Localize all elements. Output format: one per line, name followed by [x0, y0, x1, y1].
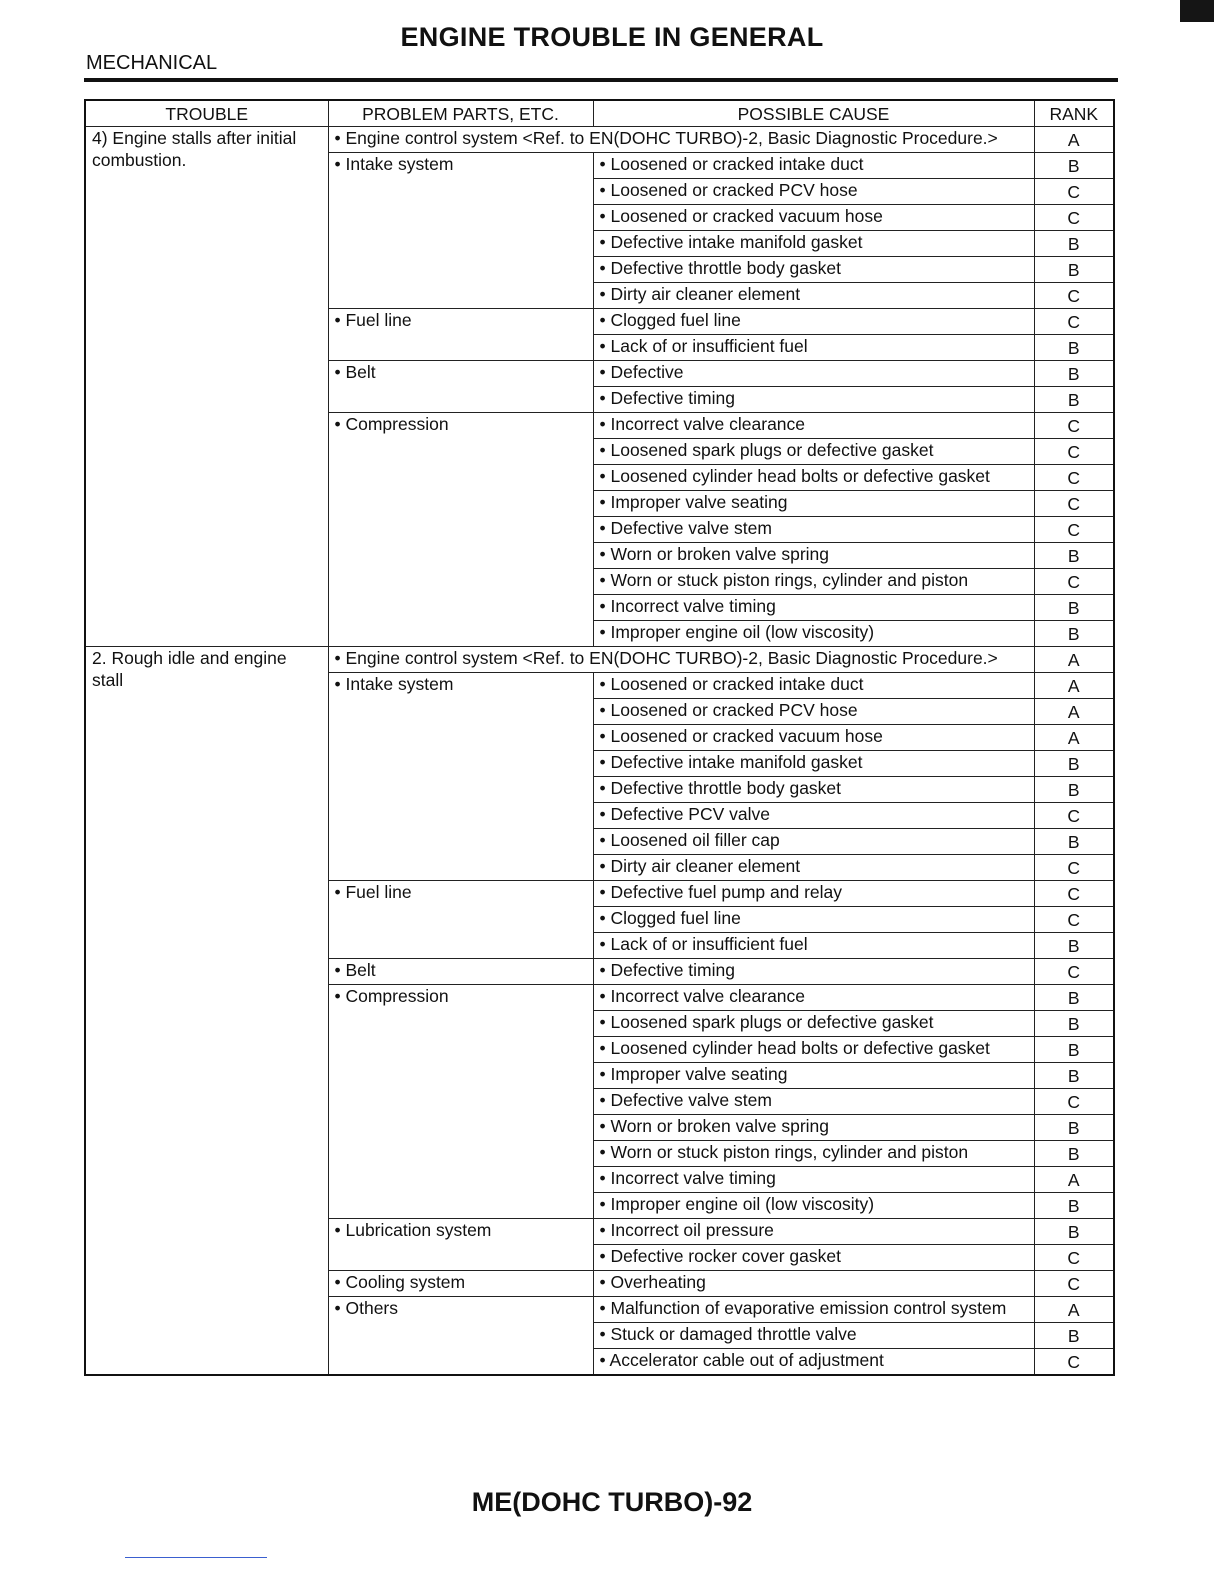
trouble-table	[84, 99, 1115, 1376]
table-row	[85, 127, 1114, 153]
page-number: ME(DOHC TURBO)-92	[471, 1487, 753, 1517]
rank-cell: C	[1034, 179, 1114, 205]
rank-cell: B	[1034, 1115, 1114, 1141]
rank-cell: B	[1034, 621, 1114, 647]
possible-cause-cell: • Lack of or insufficient fuel	[593, 335, 1034, 361]
rank-cell: B	[1034, 361, 1114, 387]
possible-cause-cell: • Loosened or cracked intake duct	[593, 153, 1034, 179]
column-header-possible-cause: POSSIBLE CAUSE	[593, 100, 1034, 127]
possible-cause-cell: • Defective fuel pump and relay	[593, 881, 1034, 907]
rank-cell: B	[1034, 985, 1114, 1011]
possible-cause-cell: • Loosened oil filler cap	[593, 829, 1034, 855]
possible-cause-cell: • Overheating	[593, 1271, 1034, 1297]
rank-cell: B	[1034, 231, 1114, 257]
rank-cell: C	[1034, 907, 1114, 933]
possible-cause-cell: • Improper valve seating	[593, 491, 1034, 517]
rank-cell: B	[1034, 595, 1114, 621]
problem-part-cell: • Fuel line	[328, 881, 593, 959]
rank-cell: A	[1034, 699, 1114, 725]
problem-part-cell: • Cooling system	[328, 1271, 593, 1297]
column-header-rank: RANK	[1034, 100, 1114, 127]
possible-cause-cell: • Loosened or cracked vacuum hose	[593, 725, 1034, 751]
possible-cause-cell: • Defective intake manifold gasket	[593, 751, 1034, 777]
rank-cell: A	[1034, 673, 1114, 699]
rank-cell: A	[1034, 1167, 1114, 1193]
possible-cause-cell: • Stuck or damaged throttle valve	[593, 1323, 1034, 1349]
rank-cell: C	[1034, 855, 1114, 881]
possible-cause-cell: • Defective	[593, 361, 1034, 387]
rank-cell: B	[1034, 153, 1114, 179]
rank-cell: C	[1034, 309, 1114, 335]
trouble-cell: 2. Rough idle and engine stall	[85, 647, 328, 1376]
page-title: ENGINE TROUBLE IN GENERAL	[400, 22, 824, 52]
possible-cause-cell: • Loosened or cracked intake duct	[593, 673, 1034, 699]
rank-cell: C	[1034, 1089, 1114, 1115]
rank-cell: B	[1034, 543, 1114, 569]
possible-cause-cell: • Dirty air cleaner element	[593, 855, 1034, 881]
corner-tab-mark	[1180, 0, 1214, 22]
possible-cause-cell: • Defective timing	[593, 959, 1034, 985]
rank-cell: B	[1034, 751, 1114, 777]
table-row	[85, 647, 1114, 673]
rank-cell: B	[1034, 1323, 1114, 1349]
possible-cause-cell: • Clogged fuel line	[593, 907, 1034, 933]
rank-cell: C	[1034, 491, 1114, 517]
rank-cell: B	[1034, 933, 1114, 959]
possible-cause-cell: • Clogged fuel line	[593, 309, 1034, 335]
possible-cause-cell: • Improper engine oil (low viscosity)	[593, 621, 1034, 647]
rank-cell: C	[1034, 413, 1114, 439]
possible-cause-cell: • Incorrect oil pressure	[593, 1219, 1034, 1245]
rank-cell: B	[1034, 1011, 1114, 1037]
problem-part-cell: • Compression	[328, 413, 593, 647]
rank-cell: C	[1034, 1271, 1114, 1297]
rank-cell: C	[1034, 439, 1114, 465]
possible-cause-cell: • Defective intake manifold gasket	[593, 231, 1034, 257]
problem-part-cell: • Fuel line	[328, 309, 593, 361]
header-rule	[84, 78, 1118, 82]
rank-cell: B	[1034, 257, 1114, 283]
possible-cause-cell: • Malfunction of evaporative emission control system	[593, 1297, 1034, 1323]
rank-cell: B	[1034, 1193, 1114, 1219]
possible-cause-cell: • Accelerator cable out of adjustment	[593, 1349, 1034, 1376]
possible-cause-cell: • Defective timing	[593, 387, 1034, 413]
footer-underline	[125, 1557, 267, 1558]
problem-part-cell: • Belt	[328, 959, 593, 985]
possible-cause-cell: • Incorrect valve timing	[593, 1167, 1034, 1193]
possible-cause-cell: • Incorrect valve timing	[593, 595, 1034, 621]
trouble-cell: 4) Engine stalls after initial combustion.	[85, 127, 328, 647]
rank-cell: A	[1034, 647, 1114, 673]
rank-cell: A	[1034, 725, 1114, 751]
table-body	[85, 127, 1114, 1376]
possible-cause-cell: • Loosened or cracked vacuum hose	[593, 205, 1034, 231]
possible-cause-cell: • Improper valve seating	[593, 1063, 1034, 1089]
rank-cell: C	[1034, 517, 1114, 543]
column-header-problem-parts: PROBLEM PARTS, ETC.	[328, 100, 593, 127]
rank-cell: B	[1034, 335, 1114, 361]
possible-cause-cell: • Improper engine oil (low viscosity)	[593, 1193, 1034, 1219]
rank-cell: C	[1034, 283, 1114, 309]
possible-cause-cell: • Incorrect valve clearance	[593, 413, 1034, 439]
possible-cause-cell: • Defective throttle body gasket	[593, 257, 1034, 283]
possible-cause-cell: • Loosened or cracked PCV hose	[593, 699, 1034, 725]
rank-cell: B	[1034, 1063, 1114, 1089]
rank-cell: C	[1034, 803, 1114, 829]
problem-part-cell: • Lubrication system	[328, 1219, 593, 1271]
problem-part-cell: • Intake system	[328, 153, 593, 309]
possible-cause-cell: • Incorrect valve clearance	[593, 985, 1034, 1011]
possible-cause-cell: • Worn or stuck piston rings, cylinder and piston	[593, 569, 1034, 595]
possible-cause-cell: • Defective rocker cover gasket	[593, 1245, 1034, 1271]
problem-part-cell: • Intake system	[328, 673, 593, 881]
column-header-trouble: TROUBLE	[85, 100, 328, 127]
possible-cause-cell: • Loosened or cracked PCV hose	[593, 179, 1034, 205]
rank-cell: B	[1034, 1141, 1114, 1167]
rank-cell: B	[1034, 387, 1114, 413]
possible-cause-cell: • Dirty air cleaner element	[593, 283, 1034, 309]
rank-cell: C	[1034, 465, 1114, 491]
section-label: MECHANICAL	[86, 52, 218, 74]
rank-cell: B	[1034, 1219, 1114, 1245]
rank-cell: C	[1034, 1349, 1114, 1376]
rank-cell: C	[1034, 881, 1114, 907]
possible-cause-cell: • Worn or broken valve spring	[593, 543, 1034, 569]
problem-part-cell: • Engine control system <Ref. to EN(DOHC TURBO)-2, Basic Diagnostic Procedure.>	[328, 647, 1034, 673]
possible-cause-cell: • Defective valve stem	[593, 1089, 1034, 1115]
possible-cause-cell: • Defective throttle body gasket	[593, 777, 1034, 803]
possible-cause-cell: • Lack of or insufficient fuel	[593, 933, 1034, 959]
problem-part-cell: • Compression	[328, 985, 593, 1219]
possible-cause-cell: • Loosened cylinder head bolts or defective gasket	[593, 465, 1034, 491]
rank-cell: B	[1034, 777, 1114, 803]
rank-cell: C	[1034, 205, 1114, 231]
possible-cause-cell: • Worn or broken valve spring	[593, 1115, 1034, 1141]
possible-cause-cell: • Defective PCV valve	[593, 803, 1034, 829]
possible-cause-cell: • Loosened spark plugs or defective gasket	[593, 1011, 1034, 1037]
problem-part-cell: • Belt	[328, 361, 593, 413]
rank-cell: A	[1034, 1297, 1114, 1323]
rank-cell: B	[1034, 1037, 1114, 1063]
rank-cell: A	[1034, 127, 1114, 153]
rank-cell: C	[1034, 959, 1114, 985]
rank-cell: B	[1034, 829, 1114, 855]
possible-cause-cell: • Loosened cylinder head bolts or defective gasket	[593, 1037, 1034, 1063]
rank-cell: C	[1034, 569, 1114, 595]
problem-part-cell: • Engine control system <Ref. to EN(DOHC TURBO)-2, Basic Diagnostic Procedure.>	[328, 127, 1034, 153]
rank-cell: C	[1034, 1245, 1114, 1271]
possible-cause-cell: • Worn or stuck piston rings, cylinder and piston	[593, 1141, 1034, 1167]
possible-cause-cell: • Defective valve stem	[593, 517, 1034, 543]
possible-cause-cell: • Loosened spark plugs or defective gasket	[593, 439, 1034, 465]
problem-part-cell: • Others	[328, 1297, 593, 1376]
table-header-row	[85, 100, 1114, 127]
